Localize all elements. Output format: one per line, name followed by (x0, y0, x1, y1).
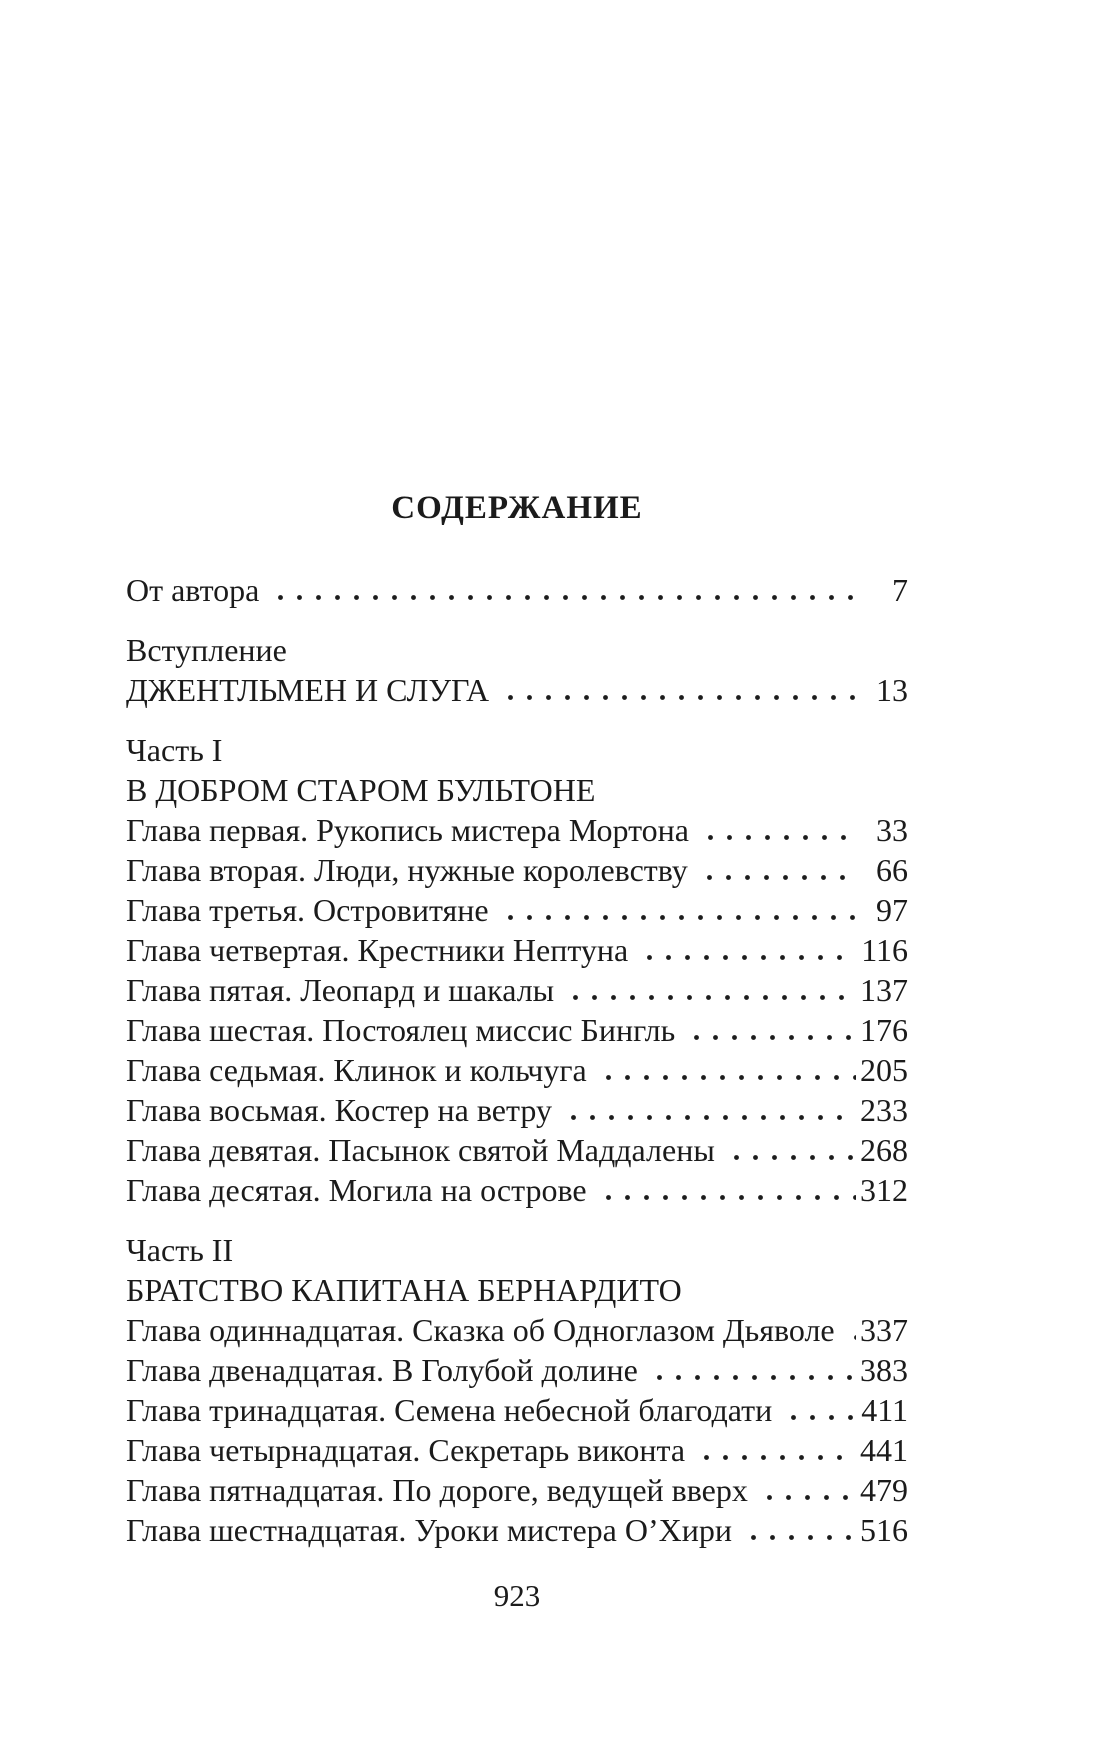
toc-entry (126, 1390, 908, 1430)
toc-section (126, 730, 908, 1210)
toc-entry-title: Глава четвертая. Крестники Нептуна (126, 932, 629, 968)
toc-section-heading: Вступление (126, 632, 287, 668)
toc-entry-page: 233 (860, 1092, 908, 1128)
toc-entry (126, 1310, 908, 1350)
toc-entry-title: Глава шестая. Постоялец миссис Бингль (126, 1012, 676, 1048)
toc-entry-title: Глава первая. Рукопись мистера Мортона (126, 812, 689, 848)
leader-dots (495, 890, 856, 930)
toc-entry (126, 1050, 908, 1090)
toc-section-heading: В ДОБРОМ СТАРОМ БУЛЬТОНЕ (126, 772, 596, 808)
toc (126, 488, 908, 1616)
toc-entry-page: 337 (860, 1312, 908, 1348)
toc-entry-page: 411 (861, 1392, 908, 1428)
toc-section-heading: Часть I (126, 732, 223, 768)
toc-entry-page: 137 (860, 972, 908, 1008)
leader-dots (721, 1130, 856, 1170)
toc-entry-title: Глава вторая. Люди, нужные королевству (126, 852, 688, 888)
toc-entry-page: 13 (876, 672, 908, 708)
toc-section (126, 570, 908, 610)
leader-dots (495, 670, 856, 710)
toc-entry (126, 850, 908, 890)
toc-entry-title: Глава восьмая. Костер на ветру (126, 1092, 552, 1128)
leader-dots (560, 970, 856, 1010)
leader-dots (754, 1470, 856, 1510)
toc-entry-page: 441 (860, 1432, 908, 1468)
toc-section-heading: Часть II (126, 1232, 234, 1268)
toc-entry-title: Глава шестнадцатая. Уроки мистера О’Хири (126, 1512, 732, 1548)
toc-section-heading: БРАТСТВО КАПИТАНА БЕРНАРДИТО (126, 1272, 682, 1308)
toc-entry (126, 1170, 908, 1210)
leader-dots (695, 810, 856, 850)
toc-section (126, 1230, 908, 1550)
toc-entry-page: 176 (860, 1012, 908, 1048)
toc-entry-page: 7 (892, 572, 908, 608)
leader-dots (644, 1350, 856, 1390)
toc-entry-title: Глава седьмая. Клинок и кольчуга (126, 1052, 587, 1088)
footer-page-number: 923 (493, 1578, 541, 1613)
toc-entry (126, 890, 908, 930)
toc-entry-page: 516 (860, 1512, 908, 1548)
toc-entry (126, 670, 908, 710)
leader-dots (558, 1090, 856, 1130)
toc-entry-title: Глава четырнадцатая. Секретарь виконта (126, 1432, 686, 1468)
leader-dots (593, 1170, 856, 1210)
toc-entry (126, 810, 908, 850)
toc-entry (126, 1510, 908, 1550)
toc-entry (126, 1010, 908, 1050)
toc-entry-page: 66 (876, 852, 908, 888)
leader-dots (681, 1010, 856, 1050)
toc-entry (126, 1350, 908, 1390)
leader-dots (694, 850, 856, 890)
toc-entry-title: ДЖЕНТЛЬМЕН И СЛУГА (126, 672, 490, 708)
toc-entry-page: 33 (876, 812, 908, 848)
leader-dots (841, 1310, 856, 1350)
toc-entry-page: 116 (861, 932, 908, 968)
toc-entry-page: 312 (860, 1172, 908, 1208)
toc-entry-page: 97 (876, 892, 908, 928)
toc-sections (126, 570, 908, 1550)
toc-section (126, 630, 908, 710)
leader-dots (778, 1390, 856, 1430)
toc-entry-title: От автора (126, 572, 260, 608)
toc-entry (126, 1130, 908, 1170)
toc-entry (126, 930, 908, 970)
toc-entry-title: Глава одиннадцатая. Сказка об Одноглазом Дьяволе (126, 1312, 835, 1348)
toc-entry-title: Глава десятая. Могила на острове (126, 1172, 587, 1208)
toc-entry (126, 1470, 908, 1510)
toc-entry-title: Глава третья. Островитяне (126, 892, 489, 928)
toc-entry-page: 383 (860, 1352, 908, 1388)
leader-dots (691, 1430, 856, 1470)
page-title: СОДЕРЖАНИЕ (391, 490, 643, 526)
toc-entry-title: Глава пятая. Леопард и шакалы (126, 972, 555, 1008)
leader-dots (634, 930, 856, 970)
toc-entry-title: Глава двенадцатая. В Голубой долине (126, 1352, 638, 1388)
toc-entry (126, 1090, 908, 1130)
toc-entry-page: 268 (860, 1132, 908, 1168)
leader-dots (593, 1050, 856, 1090)
toc-entry-title: Глава девятая. Пасынок святой Маддалены (126, 1132, 715, 1168)
leader-dots (265, 570, 856, 610)
leader-dots (738, 1510, 856, 1550)
toc-entry (126, 970, 908, 1010)
toc-entry (126, 1430, 908, 1470)
toc-entry (126, 570, 908, 610)
toc-entry-page: 479 (860, 1472, 908, 1508)
toc-entry-title: Глава пятнадцатая. По дороге, ведущей вверх (126, 1472, 748, 1508)
toc-entry-page: 205 (860, 1052, 908, 1088)
toc-entry-title: Глава тринадцатая. Семена небесной благодати (126, 1392, 773, 1428)
